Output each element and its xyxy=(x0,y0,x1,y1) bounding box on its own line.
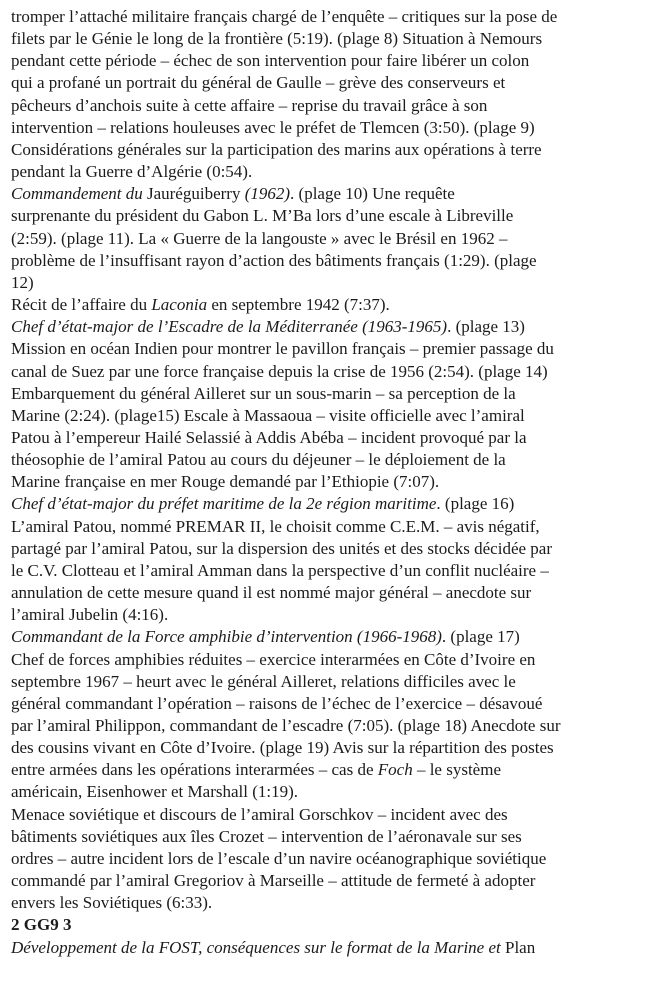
text-line xyxy=(11,914,656,936)
text-segment: 2 GG9 3 xyxy=(11,915,72,935)
document-text xyxy=(11,6,656,959)
text-line xyxy=(11,937,656,959)
text-segment: septembre 1967 – heurt avec le général Ailleret, relations difficiles avec le xyxy=(11,671,516,691)
text-line xyxy=(11,493,656,515)
text-segment: problème de l’insuffisant rayon d’action des bâtiments français (1:29). (plage xyxy=(11,250,537,270)
text-segment: Plan xyxy=(500,937,536,957)
text-line xyxy=(11,848,656,870)
text-segment: des cousins vivant en Côte d’Ivoire. (plage 19) Avis sur la répartition des postes xyxy=(11,738,554,758)
text-segment: 12) xyxy=(11,272,34,292)
text-line xyxy=(11,6,656,28)
text-line xyxy=(11,72,656,94)
text-segment: par l’amiral Philippon, commandant de l’escadre (7:05). (plage 18) Anecdote sur xyxy=(11,716,561,735)
text-line xyxy=(11,759,656,781)
text-segment: Commandement du xyxy=(11,184,147,204)
text-segment: Patou à l’empereur Hailé Selassié à Addis Abéba – incident provoqué par la xyxy=(11,427,527,447)
text-line xyxy=(11,28,656,50)
text-segment: . (plage 13) xyxy=(447,317,525,337)
text-segment: – le système xyxy=(412,760,501,780)
text-segment: Marine française en mer Rouge demandé par l’Ethiopie (7:07). xyxy=(11,472,440,492)
text-line xyxy=(11,715,656,737)
text-line xyxy=(11,316,656,338)
text-segment: . (plage 17) xyxy=(441,627,520,647)
text-segment: tromper l’attaché militaire français chargé de l’enquête – critiques sur la pose de xyxy=(11,7,558,26)
text-segment: Développement de la FOST, conséquences sur le format de la Marine et xyxy=(11,937,501,957)
text-line xyxy=(11,671,656,693)
text-line xyxy=(11,272,656,294)
text-line xyxy=(11,50,656,72)
text-segment: . (plage 16) xyxy=(436,494,515,514)
text-line xyxy=(11,405,656,427)
text-line xyxy=(11,560,656,582)
text-line xyxy=(11,338,656,360)
text-segment: Chef d’état-major de l’Escadre de la Méditerranée (1963-1965) xyxy=(11,317,448,337)
text-line xyxy=(11,649,656,671)
text-line xyxy=(11,516,656,538)
text-segment: l’amiral Jubelin (4:16). xyxy=(11,605,169,625)
text-line xyxy=(11,161,656,183)
text-line xyxy=(11,737,656,759)
text-segment: intervention – relations houleuses avec le préfet de Tlemcen (3:50). (plage 9) xyxy=(11,117,535,137)
text-line xyxy=(11,892,656,914)
text-line xyxy=(11,826,656,848)
text-line xyxy=(11,250,656,272)
text-line xyxy=(11,427,656,449)
text-segment: le C.V. Clotteau et l’amiral Amman dans la perspective d’un conflit nucléaire – xyxy=(11,560,549,580)
text-segment: qui a profané un portrait du général de Gaulle – grève des conserveurs et xyxy=(11,73,506,93)
text-line xyxy=(11,781,656,803)
text-segment: Jauréguiberry xyxy=(146,184,245,204)
text-segment: commandé par l’amiral Gregoriov à Marseille – attitude de fermeté à adopter xyxy=(11,871,536,891)
text-segment: Chef d’état-major du préfet maritime de la 2e région maritime xyxy=(11,494,437,514)
text-line xyxy=(11,693,656,715)
text-segment: . (plage 10) Une requête xyxy=(290,184,455,204)
text-segment: pendant la Guerre d’Algérie (0:54). xyxy=(11,162,253,182)
text-line xyxy=(11,228,656,250)
text-segment: L’amiral Patou, nommé PREMAR II, le choisit comme C.E.M. – avis négatif, xyxy=(11,516,540,536)
text-segment: envers les Soviétiques (6:33). xyxy=(11,893,213,913)
text-segment: filets par le Génie le long de la frontière (5:19). (plage 8) Situation à Nemours xyxy=(11,29,543,49)
text-line xyxy=(11,383,656,405)
text-segment: Laconia xyxy=(151,295,208,315)
text-segment: Chef de forces amphibies réduites – exercice interarmées en Côte d’Ivoire en xyxy=(11,649,536,669)
text-line xyxy=(11,471,656,493)
text-line xyxy=(11,95,656,117)
text-segment: Menace soviétique et discours de l’amiral Gorschkov – incident avec des xyxy=(11,804,508,824)
text-line xyxy=(11,117,656,139)
text-segment: entre armées dans les opérations interarmées – cas de xyxy=(11,760,378,780)
text-segment: Commandant de la Force amphibie d’intervention (1966-1968) xyxy=(11,627,442,647)
text-segment: pêcheurs d’anchois suite à cette affaire – reprise du travail grâce à son xyxy=(11,95,488,115)
text-segment: annulation de cette mesure quand il est nommé major général – anecdote sur xyxy=(11,583,532,603)
text-segment: (1962) xyxy=(244,184,291,204)
text-segment: surprenante du président du Gabon L. M’Ba lors d’une escale à Libreville xyxy=(11,206,514,226)
text-line xyxy=(11,538,656,560)
text-segment: général commandant l’opération – raisons de l’échec de l’exercice – désavoué xyxy=(11,693,543,713)
text-segment: pendant cette période – échec de son intervention pour faire libérer un colon xyxy=(11,51,530,71)
text-line xyxy=(11,361,656,383)
text-line xyxy=(11,183,656,205)
text-line xyxy=(11,870,656,892)
text-line xyxy=(11,804,656,826)
text-segment: (2:59). (plage 11). La « Guerre de la langouste » avec le Brésil en 1962 – xyxy=(11,228,508,248)
text-line xyxy=(11,139,656,161)
text-segment: théosophie de l’amiral Patou au cours du déjeuner – le déploiement de la xyxy=(11,450,506,470)
text-line xyxy=(11,449,656,471)
text-segment: Foch xyxy=(377,760,413,780)
text-segment: Embarquement du général Ailleret sur un sous-marin – sa perception de la xyxy=(11,383,516,403)
text-segment: Mission en océan Indien pour montrer le pavillon français – premier passage du xyxy=(11,339,554,359)
text-segment: ordres – autre incident lors de l’escale d’un navire océanographique soviétique xyxy=(11,848,547,868)
text-segment: Récit de l’affaire du xyxy=(11,295,152,315)
text-segment: Marine (2:24). (plage15) Escale à Massaoua – visite officielle avec l’amiral xyxy=(11,405,525,425)
text-segment: partagé par l’amiral Patou, sur la dispersion des unités et des stocks décidée par xyxy=(11,538,552,558)
text-segment: en septembre 1942 (7:37). xyxy=(207,295,390,315)
text-line xyxy=(11,626,656,648)
text-line xyxy=(11,294,656,316)
text-segment: américain, Eisenhower et Marshall (1:19). xyxy=(11,782,299,802)
text-line xyxy=(11,205,656,227)
text-line xyxy=(11,582,656,604)
text-line xyxy=(11,604,656,626)
text-segment: Considérations générales sur la participation des marins aux opérations à terre xyxy=(11,139,542,159)
text-segment: bâtiments soviétiques aux îles Crozet – intervention de l’aéronavale sur ses xyxy=(11,826,522,846)
text-segment: canal de Suez par une force française depuis la crise de 1956 (2:54). (plage 14) xyxy=(11,361,548,381)
